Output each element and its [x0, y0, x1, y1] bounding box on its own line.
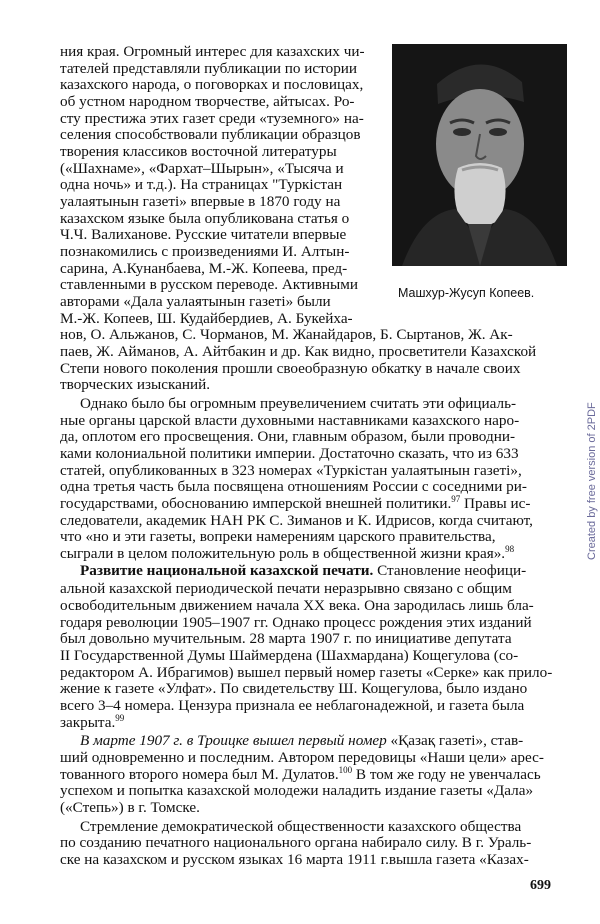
- text-line: [60, 852, 529, 868]
- text-line: [60, 750, 544, 766]
- text-line: нов, О. Альжанов, С. Чорманов, М. Жанайдаров, Б. Сыртанов, Ж. Ак-: [60, 326, 513, 343]
- text-line: Ч.Ч. Валиханове. Русские читатели впервые: [60, 226, 347, 243]
- text-line: ставленными в русском переводе. Активными: [60, 276, 358, 293]
- text-span: государствами, обоснованию имперской внешней политики.: [60, 495, 452, 512]
- text-span: ске на казахском и русском языках 16 марта 1911 г.вышла газета «Казах-: [60, 851, 529, 868]
- text-line: да, оплотом его просвещения. Они, главным образом, были проводни-: [60, 428, 516, 445]
- text-line: [60, 764, 541, 783]
- footnote-ref: 100: [338, 764, 353, 775]
- portrait-photo: [392, 44, 567, 266]
- text-span: Правы ис-: [460, 495, 531, 512]
- text-line: освободительным движением начала XX века. Она зародилась лишь бла-: [60, 597, 534, 614]
- text-line: познакомились с произведениями И. Алтын-: [60, 243, 350, 260]
- text-line: [60, 783, 533, 799]
- text-line: [60, 712, 125, 731]
- page-number: 699: [530, 878, 551, 893]
- text-span: закрыта.: [60, 714, 116, 731]
- text-line: ками колониальной политики империи. Достаточно сказать, что из 633: [60, 445, 519, 462]
- text-span: успехом и попытка казахской молодежи наладить издание газеты «Дала»: [60, 782, 534, 799]
- text-line: сарина, А.Кунанбаева, М.-Ж. Копеева, пред-: [60, 260, 348, 277]
- text-line: М.-Ж. Копеев, Ш. Кудайбердиев, А. Букейха-: [60, 310, 353, 327]
- footnote-ref: 97: [451, 493, 461, 504]
- text-line: творческих изысканий.: [60, 376, 211, 393]
- text-line: селения способствовали публикации образцов: [60, 126, 361, 143]
- text-line: казахского народа, о поговорках и пословицах,: [60, 76, 364, 93]
- text-span: В марте 1907 г. в Троицке вышел первый номер: [80, 732, 387, 749]
- text-line: авторами «Дала уалаятынын газеті» были: [60, 293, 331, 310]
- watermark: Created by free version of 2PDF: [586, 402, 598, 560]
- text-line: всего 3–4 номера. Цензура признала ее неблагонадежной, и газета была: [60, 697, 525, 714]
- text-line: следователи, академик НАН РК С. Зиманов и К. Идрисов, когда считают,: [60, 512, 533, 529]
- text-line: [80, 733, 523, 749]
- text-line: казахском языке была опубликована статья о: [60, 210, 350, 227]
- text-line: уалаятынын газеті» впервые в 1870 году на: [60, 193, 341, 210]
- text-line: одна третья часть была посвящена отношениям России с соседними ри-: [60, 478, 527, 495]
- text-line: [60, 835, 531, 851]
- text-line: что «но и эти газеты, вопреки намерениям царского правительства,: [60, 528, 496, 545]
- text-line: одна ночь» и т.д.). На страницах "Туркістан: [60, 176, 343, 193]
- text-span: тованного второго номера был М. Дулатов.: [60, 766, 339, 783]
- text-span: В том же году не увенчалась: [352, 766, 541, 783]
- text-line: редактором А. Ибрагимов) вышел первый номер газеты «Серке» как прило-: [60, 664, 553, 681]
- text-span: сыграли в целом положительную роль в общественной жизни края».: [60, 545, 506, 562]
- text-line: был довольно мучительным. 28 марта 1907 г. по инициативе депутата: [60, 630, 512, 647]
- text-line: годаря революции 1905–1907 гг. Однако процесс рождения этих изданий: [60, 614, 532, 631]
- footnote-ref: 98: [505, 543, 515, 554]
- text-span: («Степь») в г. Томске.: [60, 799, 200, 816]
- text-line: тателей представляли публикации по истории: [60, 60, 358, 77]
- text-line: [60, 800, 200, 816]
- text-span: Становление неофици-: [373, 562, 527, 579]
- text-line: Степи нового поколения прошли своеобразную обкатку в начале своих: [60, 360, 521, 377]
- text-line: об устном народном творчестве, айтысах. Ро-: [60, 93, 355, 110]
- text-line: альной казахской периодической печати неразрывно связано с общим: [60, 580, 512, 597]
- text-line: Однако было бы огромным преувеличением считать эти официаль-: [80, 395, 517, 412]
- text-line: II Государственной Думы Шаймердена (Шахмардана) Кощегулова (со-: [60, 647, 519, 664]
- text-line: [60, 493, 531, 512]
- text-line: («Шахнаме», «Фархат–Шырын», «Тысяча и: [60, 160, 344, 177]
- text-line: [80, 563, 526, 579]
- text-line: сту престижа этих газет среди «туземного» на-: [60, 110, 364, 127]
- photo-caption: Машхур-Жусуп Копеев.: [398, 286, 535, 300]
- footnote-ref: 99: [115, 712, 125, 723]
- text-line: творения классиков восточной литературы: [60, 143, 337, 160]
- text-span: Стремление демократической общественности казахского общества: [80, 818, 522, 835]
- text-line: жение к газете «Улфат». По свидетельству Ш. Кощегулова, было издано: [60, 680, 528, 697]
- text-line: [80, 819, 521, 835]
- text-span: по созданию печатного национального органа набирало силу. В г. Ураль-: [60, 834, 532, 851]
- section-heading: Развитие национальной казахской печати.: [80, 562, 374, 579]
- text-line: ния края. Огромный интерес для казахских чи-: [60, 43, 365, 60]
- portrait-figure: [392, 44, 567, 266]
- text-span: ший одновременно и последним. Автором передовицы «Наши цели» арес-: [60, 749, 544, 766]
- text-span: «Қазақ газеті», став-: [386, 732, 524, 749]
- text-line: паев, Ж. Айманов, А. Айтбакин и др. Как видно, просветители Казахской: [60, 343, 537, 360]
- text-line: ные органы царской власти духовными наставниками казахского наро-: [60, 412, 520, 429]
- text-line: [60, 543, 515, 562]
- text-line: статей, опубликованных в 323 номерах «Туркістан уалаятынын газеті»,: [60, 462, 522, 479]
